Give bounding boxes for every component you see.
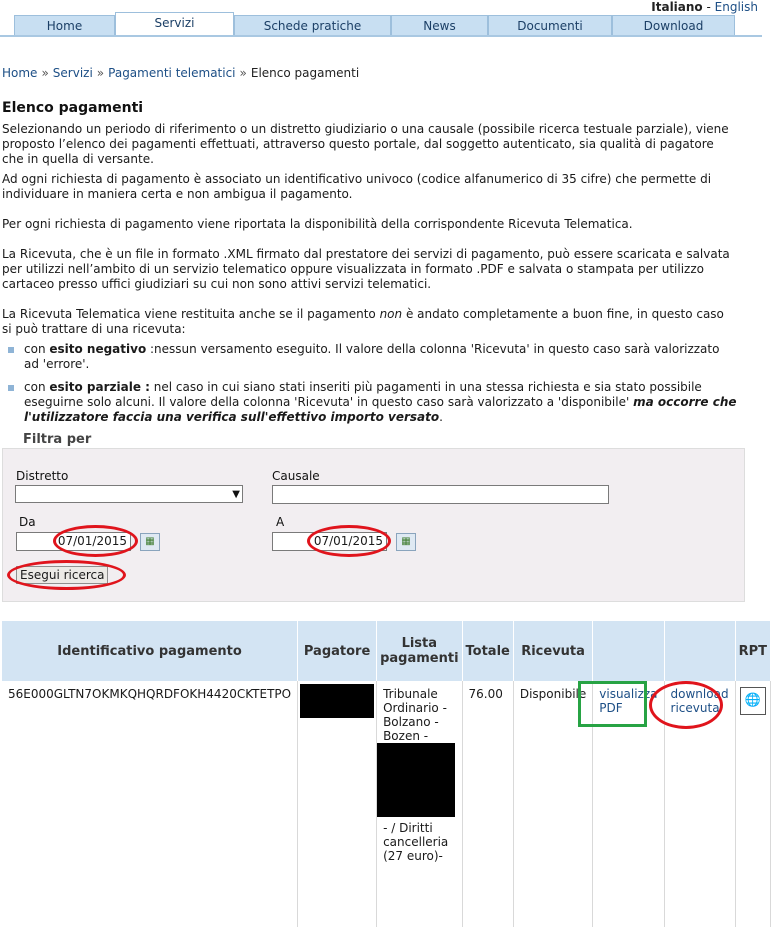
calendar-icon[interactable]: ▦ xyxy=(396,533,416,551)
date-from-input[interactable]: 07/01/2015 xyxy=(16,532,131,551)
list-item: con esito negativo :nessun versamento eseguito. Il valore della colonna 'Ricevuta' in questo caso sarà valorizzato ad 'errore'. xyxy=(8,342,737,372)
breadcrumb-current: Elenco pagamenti xyxy=(250,66,360,80)
redacted-block xyxy=(300,684,374,718)
language-current: Italiano xyxy=(651,0,703,14)
distretto-select[interactable] xyxy=(15,485,243,503)
download-receipt-link[interactable]: download ricevuta xyxy=(670,687,729,715)
intro-paragraph-2: Ad ogni richiesta di pagamento è associato un identificativo univoco (codice alfanumerico di 35 cifre) che permette di individuare in maniera certa e non ambigua il pagamento. xyxy=(2,172,712,201)
cell-totale: 76.00 xyxy=(462,681,513,927)
bullet-icon xyxy=(8,347,14,353)
filter-legend: Filtra per xyxy=(20,432,94,447)
a-label: A xyxy=(276,515,285,529)
date-to-input[interactable]: 07/01/2015 xyxy=(272,532,387,551)
cell-rpt xyxy=(735,681,770,927)
cell-id: 56E000GLTN7OKMKQHQRDFOKH4420CKTETPO xyxy=(2,681,298,927)
page-content xyxy=(2,101,737,433)
column-header: Totale xyxy=(462,621,513,681)
column-header: Identificativo pagamento xyxy=(2,621,298,681)
causale-input[interactable] xyxy=(272,485,609,504)
language-switch: Italiano - English xyxy=(651,0,758,14)
cell-lista: Tribunale Ordinario - Bolzano - Bozen - - / Diritti cancelleria (27 euro)- xyxy=(377,681,462,927)
column-header: Ricevuta xyxy=(513,621,592,681)
intro-paragraph-1: Selezionando un periodo di riferimento o un distretto giudiziario o una causale (possibile ricerca testuale parziale), viene proposto l’elenco dei pagamenti effettuati, attraverso questo portale, dal soggetto autenticato, sia qualità di pagatore che in quella di versante. xyxy=(2,122,729,166)
annotation-circle xyxy=(307,525,391,557)
redacted-block xyxy=(377,743,455,817)
distretto-label: Distretto xyxy=(16,469,69,483)
column-header xyxy=(664,621,735,681)
nav-divider xyxy=(0,35,762,37)
column-header: RPT xyxy=(735,621,770,681)
breadcrumb: Home » Servizi » Pagamenti telematici » Elenco pagamenti xyxy=(2,66,360,80)
search-button[interactable]: Esegui ricerca xyxy=(16,566,108,584)
breadcrumb-servizi[interactable]: Servizi xyxy=(52,66,93,80)
tab-schede-pratiche[interactable]: Schede pratiche xyxy=(234,15,391,36)
language-english-link[interactable]: English xyxy=(714,0,758,14)
document-icon[interactable]: 🌐 xyxy=(740,687,766,715)
cell-pagatore xyxy=(298,681,377,927)
da-label: Da xyxy=(19,515,36,529)
breadcrumb-home[interactable]: Home xyxy=(2,66,38,80)
breadcrumb-pagamenti-telematici[interactable]: Pagamenti telematici xyxy=(108,66,236,80)
intro-paragraph-5: La Ricevuta Telematica viene restituita anche se il pagamento non è andato completamente a buon fine, in questo caso si può trattare di una ricevuta: xyxy=(2,307,724,336)
tab-documenti[interactable]: Documenti xyxy=(488,15,612,36)
column-header: Lista pagamenti xyxy=(377,621,462,681)
annotation-circle xyxy=(649,681,723,729)
cell-ricevuta: Disponibile xyxy=(513,681,592,927)
view-pdf-link[interactable]: visualizza PDF xyxy=(599,687,658,715)
annotation-box xyxy=(578,681,647,727)
annotation-circle xyxy=(7,560,126,590)
tab-download[interactable]: Download xyxy=(612,15,735,36)
intro-paragraph-3: Per ogni richiesta di pagamento viene riportata la disponibilità della corrispondente Ricevuta Telematica. xyxy=(2,217,633,231)
bullet-icon xyxy=(8,385,14,391)
payments-table xyxy=(2,621,771,927)
tab-news[interactable]: News xyxy=(391,15,488,36)
tab-home[interactable]: Home xyxy=(14,15,115,36)
notes-list xyxy=(2,342,737,425)
chevron-down-icon: ▼ xyxy=(232,489,240,500)
calendar-icon[interactable]: ▦ xyxy=(140,533,160,551)
page-title: Elenco pagamenti xyxy=(2,100,144,116)
intro-paragraph-4: La Ricevuta, che è un file in formato .XML firmato dal prestatore dei servizi di pagamento, può essere scaricata e salvata per utilizzi nell’ambito di un servizio telematico oppure visualizzata in formato .PDF e salvata o stampata per utilizzo cartaceo presso uffici giudiziari su cui non sono attivi servizi telematici. xyxy=(2,247,730,291)
column-header xyxy=(593,621,664,681)
list-item: con esito parziale : nel caso in cui siano stati inseriti più pagamenti in una stessa richiesta e sia stato possibile eseguirne solo alcuni. Il valore della colonna 'Ricevuta' in questo caso sarà valorizzato a 'disponibile' ma occorre che l'utilizzatore faccia una verifica sull'effettivo importo versato. xyxy=(8,380,737,425)
column-header: Pagatore xyxy=(298,621,377,681)
tab-servizi[interactable]: Servizi xyxy=(115,12,234,36)
causale-label: Causale xyxy=(272,469,320,483)
annotation-circle xyxy=(53,525,138,557)
